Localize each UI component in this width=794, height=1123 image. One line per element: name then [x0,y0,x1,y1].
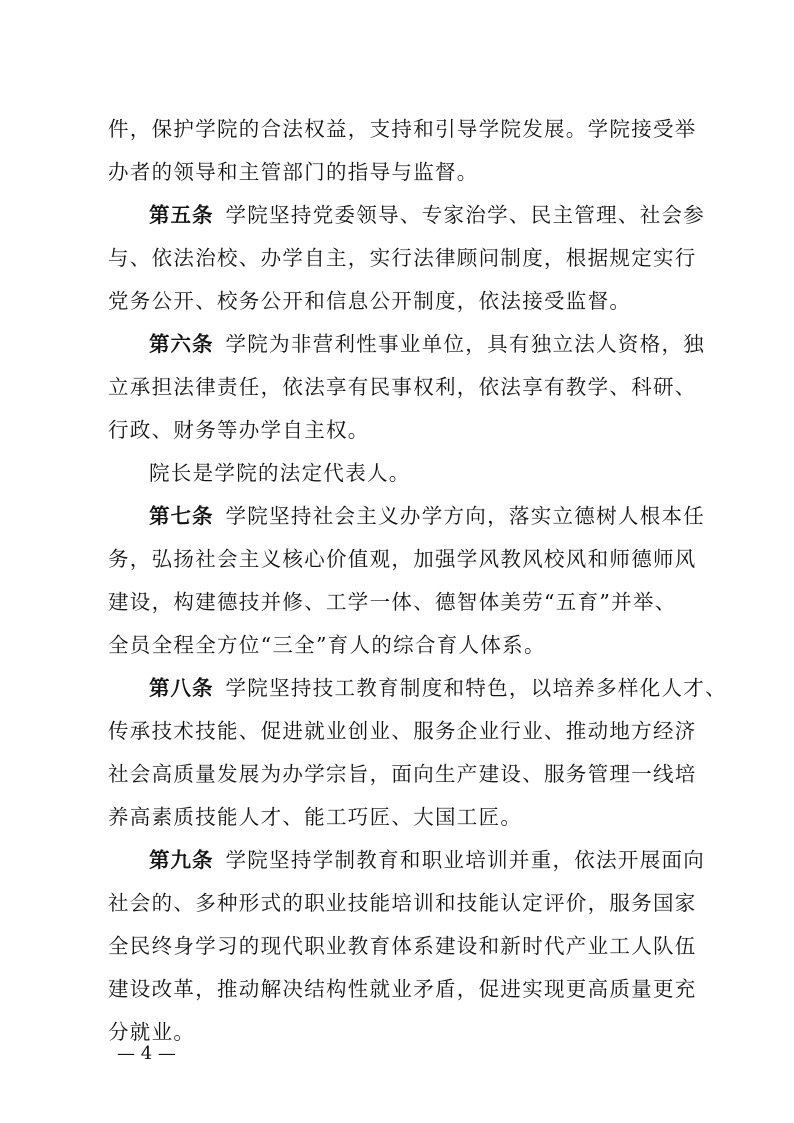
text-line: 社会的、多种形式的职业技能培训和技能认定评价，服务国家 [108,891,697,915]
text-line: 行政、财务等办学自主权。 [108,418,370,442]
text-line [108,676,727,700]
article-label: 第六条 [149,332,214,356]
article-label: 第八条 [149,676,214,700]
article-text: 学院坚持技工教育制度和特色，以培养多样化人才、 [225,676,727,700]
paragraph [108,462,708,485]
text-line: 传承技术技能、促进就业创业、服务企业行业、推动地方经济 [108,719,697,743]
article-label: 第五条 [149,203,214,227]
paragraph [108,118,708,184]
text-line: 全员全程全方位“三全”育人的综合育人体系。 [108,633,546,657]
text-line: 分就业。 [108,1020,196,1044]
article-6 [108,333,708,442]
text-line [108,204,708,227]
page-number: — 4 — [117,1043,176,1064]
text-line: 务，弘扬社会主义核心价值观，加强学风教风校风和师德师风 [108,547,697,571]
article-9 [108,849,708,1044]
text-line: 社会高质量发展为办学宗旨，面向生产建设、服务管理一线培 [108,762,697,786]
text-line: 养高素质技能人才、能工巧匠、大国工匠。 [108,805,523,829]
article-text: 学院坚持学制教育和职业培训并重，依法开展面向 [225,848,706,872]
text-line: 院长是学院的法定代表人。 [149,461,411,485]
text-line: 立承担法律责任，依法享有民事权利，依法享有教学、科研、 [108,375,697,399]
text-line: 与、依法治校、办学自主，实行法律顾问制度，根据规定实行 [108,246,697,270]
article-text: 学院为非营利性事业单位，具有独立法人资格，独 [225,332,706,356]
text-line: 全民终身学习的现代职业教育体系建设和新时代产业工人队伍 [108,934,697,958]
article-8 [108,676,727,829]
text-line: 办者的领导和主管部门的指导与监督。 [108,160,479,184]
article-label: 第九条 [149,848,214,872]
text-line: 建设改革，推动解决结构性就业矛盾，促进实现更高质量更充 [108,977,697,1001]
text-line [108,849,708,872]
text-line [108,505,708,528]
body-text [108,117,727,1044]
article-label: 第七条 [149,504,214,528]
text-line: 建设，构建德技并修、工学一体、德智体美劳“五育”并举、 [108,590,677,614]
text-line [108,333,708,356]
text-line: 件，保护学院的合法权益，支持和引导学院发展。学院接受举 [108,117,697,141]
text-line: 党务公开、校务公开和信息公开制度，依法接受监督。 [108,289,632,313]
article-text: 学院坚持党委领导、专家治学、民主管理、社会参 [225,203,706,227]
article-5 [108,204,708,313]
article-text: 学院坚持社会主义办学方向，落实立德树人根本任 [225,504,706,528]
article-7 [108,505,708,657]
